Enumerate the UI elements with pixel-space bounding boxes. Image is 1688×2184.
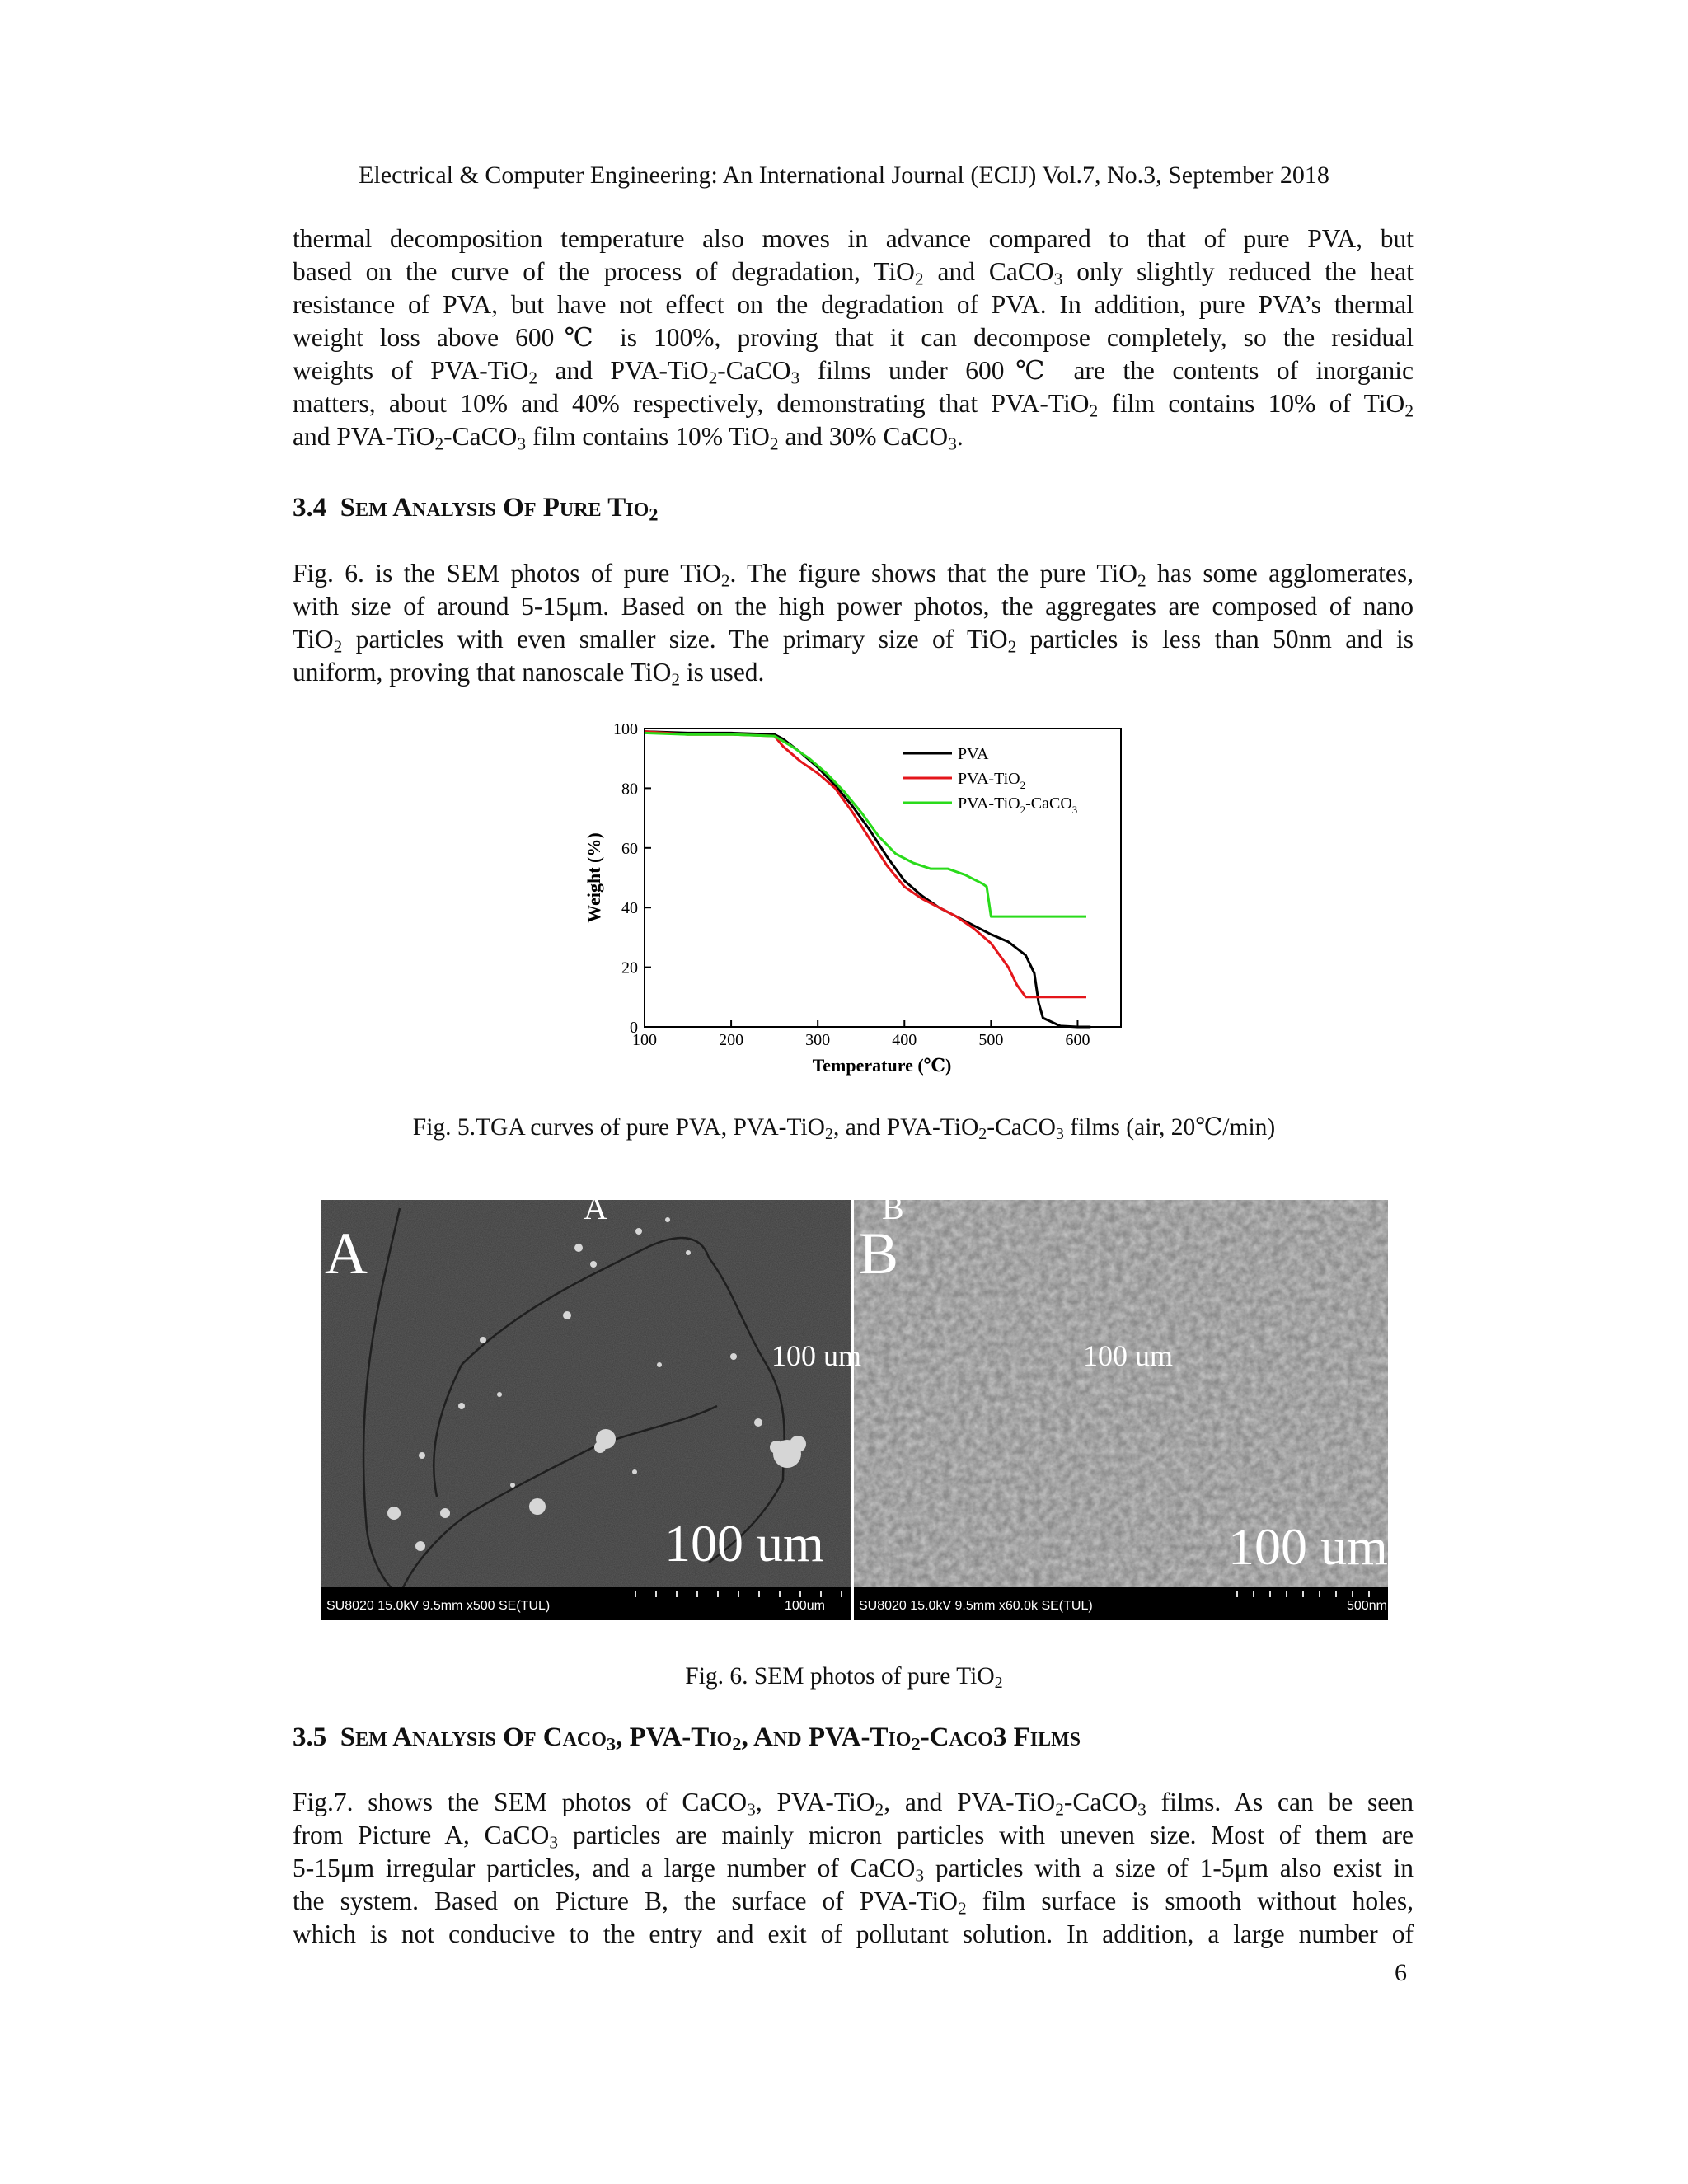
text-run: Fig. 6. is the SEM photos of pure TiO bbox=[293, 559, 721, 588]
y-tick-label: 20 bbox=[621, 958, 638, 977]
paragraph-line bbox=[293, 223, 1414, 255]
text-run: is used. bbox=[680, 658, 765, 687]
heading-run: NALYSIS bbox=[412, 499, 496, 521]
subscript: 2 bbox=[671, 669, 681, 690]
text-run: thermal decomposition temperature also moves in advance compared to that of pure PVA, but bbox=[293, 224, 1414, 253]
heading-run: A bbox=[748, 1722, 773, 1752]
paragraph-line bbox=[293, 623, 1414, 656]
x-tick-label: 300 bbox=[805, 1031, 831, 1049]
sem-a-scale-bar-label: 100um bbox=[785, 1599, 825, 1613]
text-run: , and PVA-TiO bbox=[884, 1788, 1056, 1816]
heading-run: 3 bbox=[992, 1722, 1007, 1752]
subscript: 2 bbox=[914, 269, 924, 289]
subscript: 2 bbox=[1089, 401, 1099, 421]
heading-run: ACO bbox=[562, 1729, 607, 1750]
text-run: only slightly reduced the heat bbox=[1062, 257, 1414, 286]
heading-run: F bbox=[523, 1729, 537, 1750]
subscript: 2 bbox=[824, 1125, 834, 1143]
heading-run: IO bbox=[709, 1729, 733, 1750]
subscript: 2 bbox=[978, 1125, 987, 1143]
text-run: and PVA-TiO bbox=[293, 422, 435, 451]
subscript: 2 bbox=[1137, 570, 1146, 591]
paragraph-line bbox=[293, 1819, 1414, 1852]
heading-run: S bbox=[340, 1722, 356, 1752]
section-number: 3.5 bbox=[293, 1722, 327, 1752]
text-run: Fig. 6. SEM photos of pure TiO bbox=[685, 1663, 995, 1690]
subscript: 3 bbox=[747, 1799, 756, 1820]
text-run: has some agglomerates, bbox=[1146, 559, 1414, 588]
sem-b-status-bar: SU8020 15.0kV 9.5mm x60.0k SE(TUL) bbox=[859, 1599, 1093, 1613]
y-tick-label: 60 bbox=[621, 839, 638, 858]
section-heading-3-5 bbox=[293, 1722, 1081, 1753]
subscript: 2 bbox=[911, 1733, 921, 1755]
subscript: 2 bbox=[1007, 636, 1017, 657]
subscript: 2 bbox=[732, 1733, 742, 1755]
subscript: 2 bbox=[434, 434, 444, 454]
sem-a-scale-text-large: 100 um bbox=[664, 1514, 824, 1572]
x-tick-label: 100 bbox=[632, 1031, 657, 1049]
subscript: 2 bbox=[649, 504, 659, 525]
figure-5-caption bbox=[0, 1113, 1688, 1141]
section-number: 3.4 bbox=[293, 493, 327, 523]
subscript: 3 bbox=[606, 1733, 617, 1755]
text-run: . bbox=[956, 422, 964, 451]
heading-run: ND bbox=[772, 1729, 802, 1750]
x-tick-label: 400 bbox=[892, 1031, 917, 1049]
text-run: Fig.7. shows the SEM photos of CaCO bbox=[293, 1788, 748, 1816]
legend-label: PVA-TiO$_2$ bbox=[958, 770, 1026, 791]
x-tick-label: 200 bbox=[719, 1031, 744, 1049]
paragraph-line bbox=[293, 1786, 1414, 1819]
journal-header: Electrical & Computer Engineering: An International Journal (ECIJ) Vol.7, No.3, September 2018 bbox=[359, 162, 1329, 189]
figure-6-caption bbox=[0, 1663, 1688, 1690]
text-run: film contains 10% TiO bbox=[526, 422, 770, 451]
heading-run: IO bbox=[626, 499, 649, 521]
text-run: based on the curve of the process of degradation, TiO bbox=[293, 257, 915, 286]
paragraph-line bbox=[293, 387, 1414, 420]
subscript: 2 bbox=[528, 368, 538, 388]
text-run: films (air, 20℃/min) bbox=[1063, 1114, 1276, 1141]
text-run: film contains 10% of TiO bbox=[1098, 389, 1405, 418]
section-heading-3-4 bbox=[293, 493, 658, 523]
subscript: 3 bbox=[790, 368, 800, 388]
subscript: 2 bbox=[1055, 1799, 1064, 1820]
text-run: 5-15μm irregular particles, and a large number of CaCO bbox=[293, 1854, 916, 1882]
text-run: . The figure shows that the pure TiO bbox=[729, 559, 1137, 588]
paragraph-sem-tio2 bbox=[293, 557, 1414, 689]
subscript: 2 bbox=[769, 434, 779, 454]
text-run: particles is less than 50nm and is bbox=[1016, 625, 1414, 654]
x-tick-label: 600 bbox=[1065, 1031, 1090, 1049]
subscript: 2 bbox=[708, 368, 718, 388]
paragraph-line bbox=[293, 1885, 1414, 1918]
text-run: matters, about 10% and 40% respectively, demonstrating that PVA-TiO bbox=[293, 389, 1090, 418]
text-run: particles with even smaller size. The primary size of TiO bbox=[342, 625, 1008, 654]
heading-run: NALYSIS bbox=[412, 1729, 496, 1750]
heading-run: EM bbox=[355, 1729, 387, 1750]
sem-a-scale-text: 100 um bbox=[771, 1339, 862, 1372]
sem-a-panel-label: A bbox=[325, 1221, 368, 1286]
section-title bbox=[340, 493, 659, 523]
sem-b-panel-label: B bbox=[859, 1221, 899, 1286]
text-run: and 30% CaCO bbox=[778, 422, 949, 451]
heading-run: T bbox=[601, 493, 626, 523]
text-run: weights of PVA-TiO bbox=[293, 356, 529, 385]
text-run: from Picture A, CaCO bbox=[293, 1821, 550, 1849]
paragraph-line bbox=[293, 557, 1414, 590]
text-run: which is not conducive to the entry and exit of pollutant solution. In addition, a large number of bbox=[293, 1919, 1414, 1948]
heading-run: -C bbox=[920, 1722, 950, 1752]
page-number: 6 bbox=[1395, 1959, 1407, 1986]
paragraph-line bbox=[293, 1918, 1414, 1951]
heading-run: PVA-T bbox=[801, 1722, 889, 1752]
subscript: 2 bbox=[957, 1898, 967, 1919]
subscript: 2 bbox=[994, 1674, 1003, 1692]
paragraph-line bbox=[293, 321, 1414, 354]
subscript: 3 bbox=[1137, 1799, 1146, 1820]
tga-chart bbox=[577, 717, 1137, 1088]
text-run: and PVA-TiO bbox=[537, 356, 709, 385]
sem-b-scale-text-large: 100 um bbox=[1228, 1517, 1388, 1576]
heading-run: C bbox=[536, 1722, 563, 1752]
heading-run: O bbox=[495, 1722, 524, 1752]
paragraph-line bbox=[293, 354, 1414, 387]
text-run: film surface is smooth without holes, bbox=[966, 1886, 1414, 1915]
text-run: Fig. 5.TGA curves of pure PVA, PVA-TiO bbox=[412, 1114, 825, 1141]
heading-run: A bbox=[387, 1722, 413, 1752]
heading-run: IO bbox=[888, 1729, 912, 1750]
text-run: -CaCO bbox=[987, 1114, 1056, 1141]
sem-b-top-mark: B bbox=[882, 1189, 904, 1226]
subscript: 2 bbox=[1404, 401, 1414, 421]
heading-run: PVA-T bbox=[622, 1722, 710, 1752]
heading-run: F bbox=[1006, 1722, 1030, 1752]
paragraph-line bbox=[293, 420, 1414, 453]
text-run: the system. Based on Picture B, the surface of PVA-TiO bbox=[293, 1886, 958, 1915]
x-tick-label: 500 bbox=[978, 1031, 1004, 1049]
heading-run: ACO bbox=[949, 1729, 993, 1750]
heading-run: ILMS bbox=[1029, 1729, 1081, 1750]
text-run: films. As can be seen bbox=[1146, 1788, 1414, 1816]
text-run: -CaCO bbox=[1063, 1788, 1138, 1816]
subscript: 3 bbox=[517, 434, 527, 454]
heading-run: , bbox=[616, 1722, 623, 1752]
paragraph-tga-discussion bbox=[293, 223, 1414, 453]
plot-frame bbox=[645, 729, 1121, 1027]
heading-run: O bbox=[495, 493, 524, 523]
paragraph-line bbox=[293, 656, 1414, 689]
heading-run: , bbox=[741, 1722, 748, 1752]
text-run: particles with a size of 1-5μm also exist in bbox=[924, 1854, 1414, 1882]
heading-run: S bbox=[340, 493, 356, 523]
sem-figure bbox=[321, 1189, 1388, 1620]
subscript: 3 bbox=[915, 1865, 925, 1886]
text-run: weight loss above 600℃ is 100%, proving that it can decompose completely, so the residual bbox=[293, 323, 1414, 352]
text-run: with size of around 5-15μm. Based on the high power photos, the aggregates are composed of nano bbox=[293, 592, 1414, 621]
sem-b-scale-text: 100 um bbox=[1083, 1339, 1174, 1372]
panel-divider bbox=[851, 1200, 854, 1620]
text-run: -CaCO bbox=[443, 422, 518, 451]
heading-run: A bbox=[387, 493, 413, 523]
subscript: 2 bbox=[720, 570, 730, 591]
paragraph-line bbox=[293, 590, 1414, 623]
text-run: resistance of PVA, but have not effect on the degradation of PVA. In addition, pure PVA’s thermal bbox=[293, 290, 1414, 319]
subscript: 2 bbox=[874, 1799, 884, 1820]
y-tick-label: 80 bbox=[621, 780, 638, 799]
text-run: , PVA-TiO bbox=[755, 1788, 875, 1816]
section-title bbox=[340, 1722, 1081, 1755]
paragraph-line bbox=[293, 288, 1414, 321]
sem-b-scale-bar-label: 500nm bbox=[1347, 1599, 1387, 1613]
y-tick-label: 40 bbox=[621, 899, 638, 918]
paragraph-line bbox=[293, 1852, 1414, 1885]
legend-label: PVA bbox=[958, 745, 989, 763]
paragraph-sem-films bbox=[293, 1786, 1414, 1951]
subscript: 3 bbox=[1055, 1125, 1064, 1143]
text-run: TiO bbox=[293, 625, 334, 654]
heading-run: EM bbox=[355, 499, 387, 521]
x-axis-label: Temperature (℃) bbox=[812, 1055, 952, 1076]
text-run: uniform, proving that nanoscale TiO bbox=[293, 658, 672, 687]
heading-run: F bbox=[523, 499, 537, 521]
subscript: 2 bbox=[333, 636, 343, 657]
text-run: and CaCO bbox=[923, 257, 1054, 286]
y-axis-label: Weight (%) bbox=[584, 832, 604, 923]
text-run: -CaCO bbox=[717, 356, 791, 385]
subscript: 3 bbox=[948, 434, 957, 454]
sem-a-status-bar: SU8020 15.0kV 9.5mm x500 SE(TUL) bbox=[326, 1599, 551, 1613]
heading-run: P bbox=[536, 493, 560, 523]
paragraph-line bbox=[293, 255, 1414, 288]
legend-label: PVA-TiO$_2$-CaCO$_3$ bbox=[958, 794, 1078, 816]
text-run: , and PVA-TiO bbox=[833, 1114, 979, 1141]
subscript: 3 bbox=[549, 1832, 559, 1853]
text-run: films under 600℃ are the contents of inorganic bbox=[799, 356, 1414, 385]
text-run: particles are mainly micron particles with uneven size. Most of them are bbox=[558, 1821, 1414, 1849]
sem-a-top-mark: A bbox=[584, 1189, 607, 1226]
subscript: 3 bbox=[1053, 269, 1063, 289]
heading-run: URE bbox=[559, 499, 602, 521]
y-tick-label: 100 bbox=[613, 720, 638, 738]
y-tick-label: 0 bbox=[630, 1019, 638, 1037]
